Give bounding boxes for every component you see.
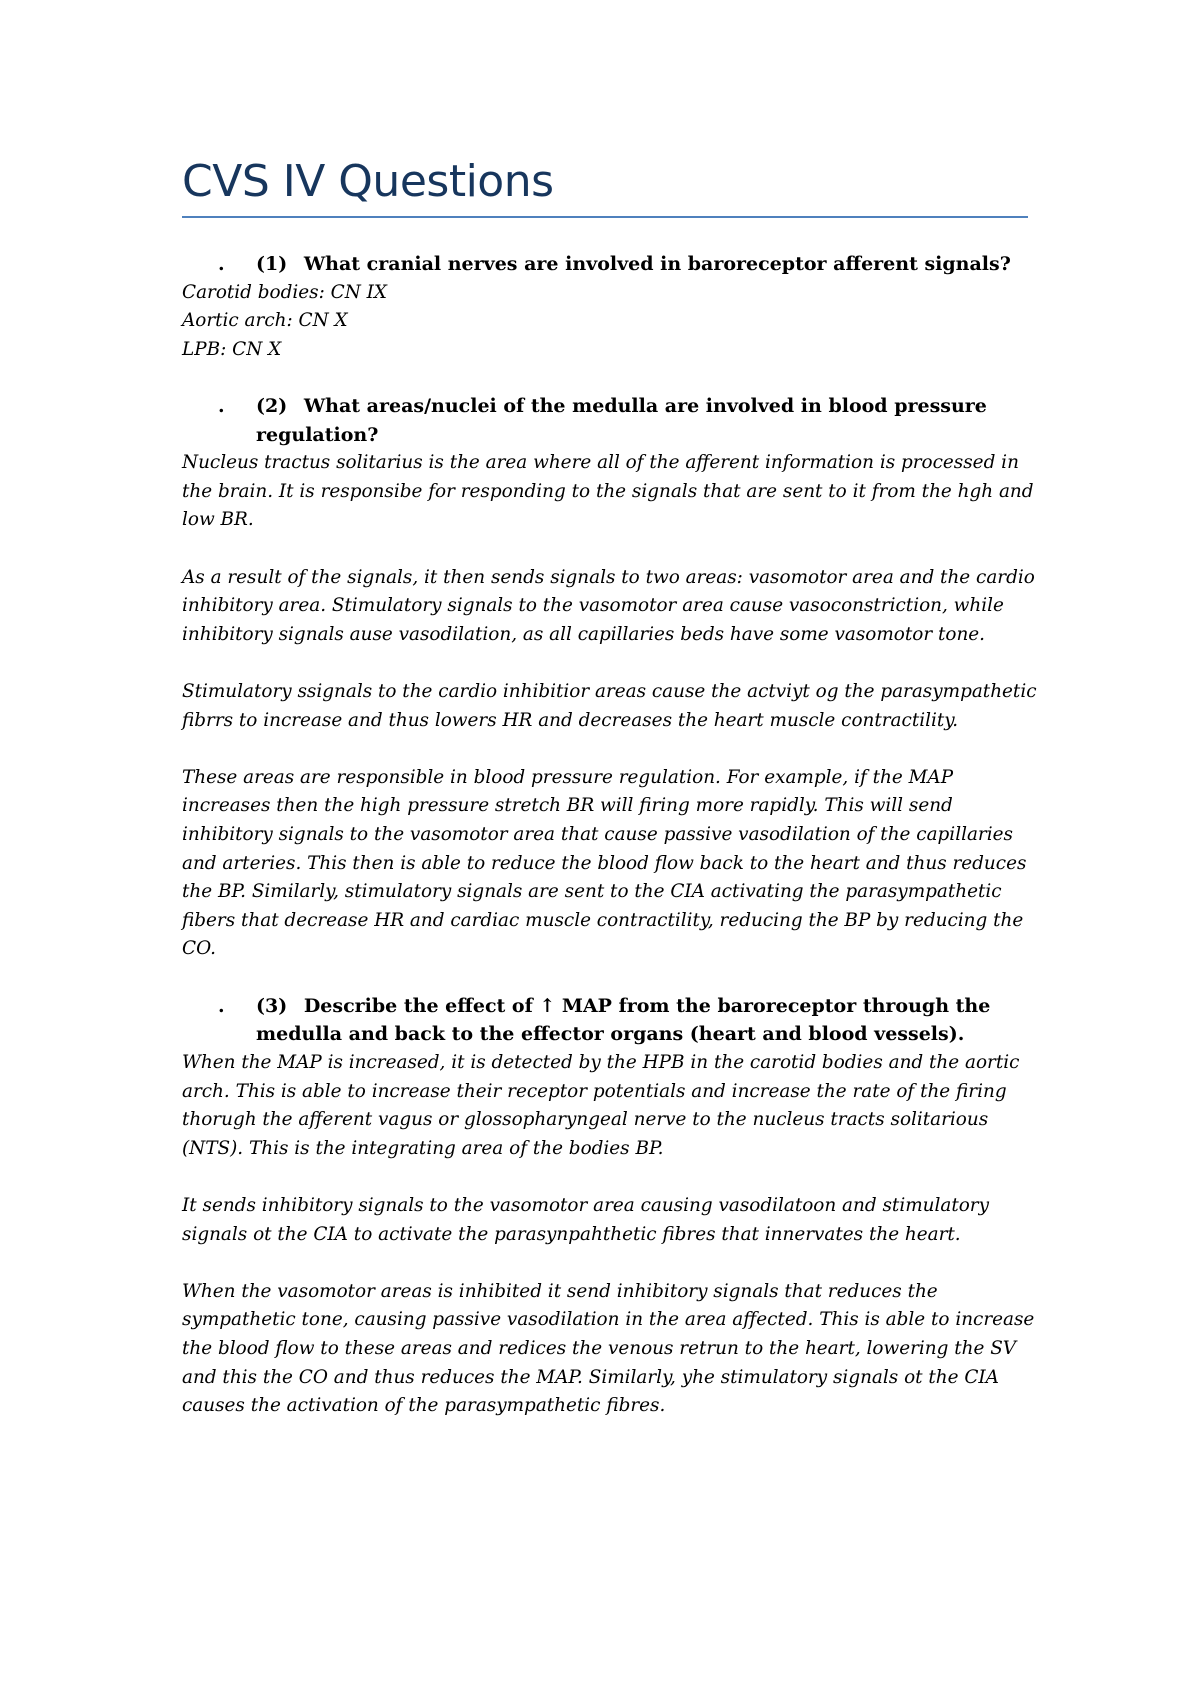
question-text: What cranial nerves are involved in baroreceptor afferent signals? xyxy=(303,253,1011,275)
answer-paragraph: When the vasomotor areas is inhibited it send inhibitory signals that reduces the sympathetic tone, causing passive vasodilation in the area affected. This is able to increase the blood flow to these areas and redices the venous retrun to the heart, lowering the SV and this the CO and thus reduces the MAP. Similarly, yhe stimulatory signals ot the CIA causes the activation of the parasympathetic fibres. xyxy=(182,1280,1035,1417)
question-heading xyxy=(182,992,1042,1049)
question-section-2 xyxy=(182,392,1042,964)
answer-line: Carotid bodies: CN IX xyxy=(182,281,388,303)
question-number: (2) xyxy=(256,395,288,418)
answer-block xyxy=(182,279,1042,365)
answer-line: LPB: CN X xyxy=(182,338,282,360)
question-number: (3) xyxy=(256,994,288,1017)
answer-paragraph: Stimulatory ssignals to the cardio inhibitior areas cause the actviyt og the parasympathetic fibrrs to increase and thus lowers HR and decreases the heart muscle contractility. xyxy=(182,681,1037,731)
list-bullet: . xyxy=(218,253,225,275)
list-bullet: . xyxy=(218,994,225,1017)
question-section-1 xyxy=(182,250,1042,364)
title-underline xyxy=(182,216,1028,218)
question-text: What areas/nuclei of the medulla are involved in blood pressure regulation? xyxy=(256,395,987,446)
answer-block xyxy=(182,449,1042,964)
list-bullet: . xyxy=(218,395,225,418)
answer-paragraph: It sends inhibitory signals to the vasomotor area causing vasodilatoon and stimulatory signals ot the CIA to activate the parasynpahthetic fibres that innervates the heart. xyxy=(182,1194,989,1245)
answer-paragraph: As a result of the signals, it then sends signals to two areas: vasomotor area and the cardio inhibitory area. Stimulatory signals to the vasomotor area cause vasoconstriction, while inhibitory signals ause vasodilation, as all capillaries beds have some vasomotor tone. xyxy=(182,566,1035,645)
question-number: (1) xyxy=(256,253,288,275)
question-heading xyxy=(182,250,1042,279)
question-heading xyxy=(182,392,1042,449)
question-text: Describe the effect of ↑ MAP from the baroreceptor through the medulla and back to the effector organs (heart and blood vessels). xyxy=(256,994,991,1046)
answer-paragraph: These areas are responsible in blood pressure regulation. For example, if the MAP increases then the high pressure stretch BR will firing more rapidly. This will send inhibitory signals to the vasomotor area that cause passive vasodilation of the capillaries and arteries. This then is able to reduce the blood flow back to the heart and thus reduces the BP. Similarly, stimulatory signals are sent to the CIA activating the parasympathetic fibers that decrease HR and cardiac muscle contractility, reducing the BP by reducing the CO. xyxy=(182,766,1027,960)
question-section-3 xyxy=(182,992,1042,1421)
answer-paragraph: When the MAP is increased, it is detected by the HPB in the carotid bodies and the aortic arch. This is able to increase their receptor potentials and increase the rate of the firing thorugh the afferent vagus or glossopharyngeal nerve to the nucleus tracts solitarious (NTS). This is the integrating area of the bodies BP. xyxy=(182,1051,1020,1159)
page-title: CVS IV Questions xyxy=(182,156,554,207)
answer-block xyxy=(182,1049,1042,1421)
document-body xyxy=(182,250,1042,1421)
answer-paragraph: Nucleus tractus solitarius is the area where all of the afferent information is processed in the brain. It is responsibe for responding to the signals that are sent to it from the hgh and low BR. xyxy=(182,452,1034,531)
answer-line: Aortic arch: CN X xyxy=(182,310,348,332)
